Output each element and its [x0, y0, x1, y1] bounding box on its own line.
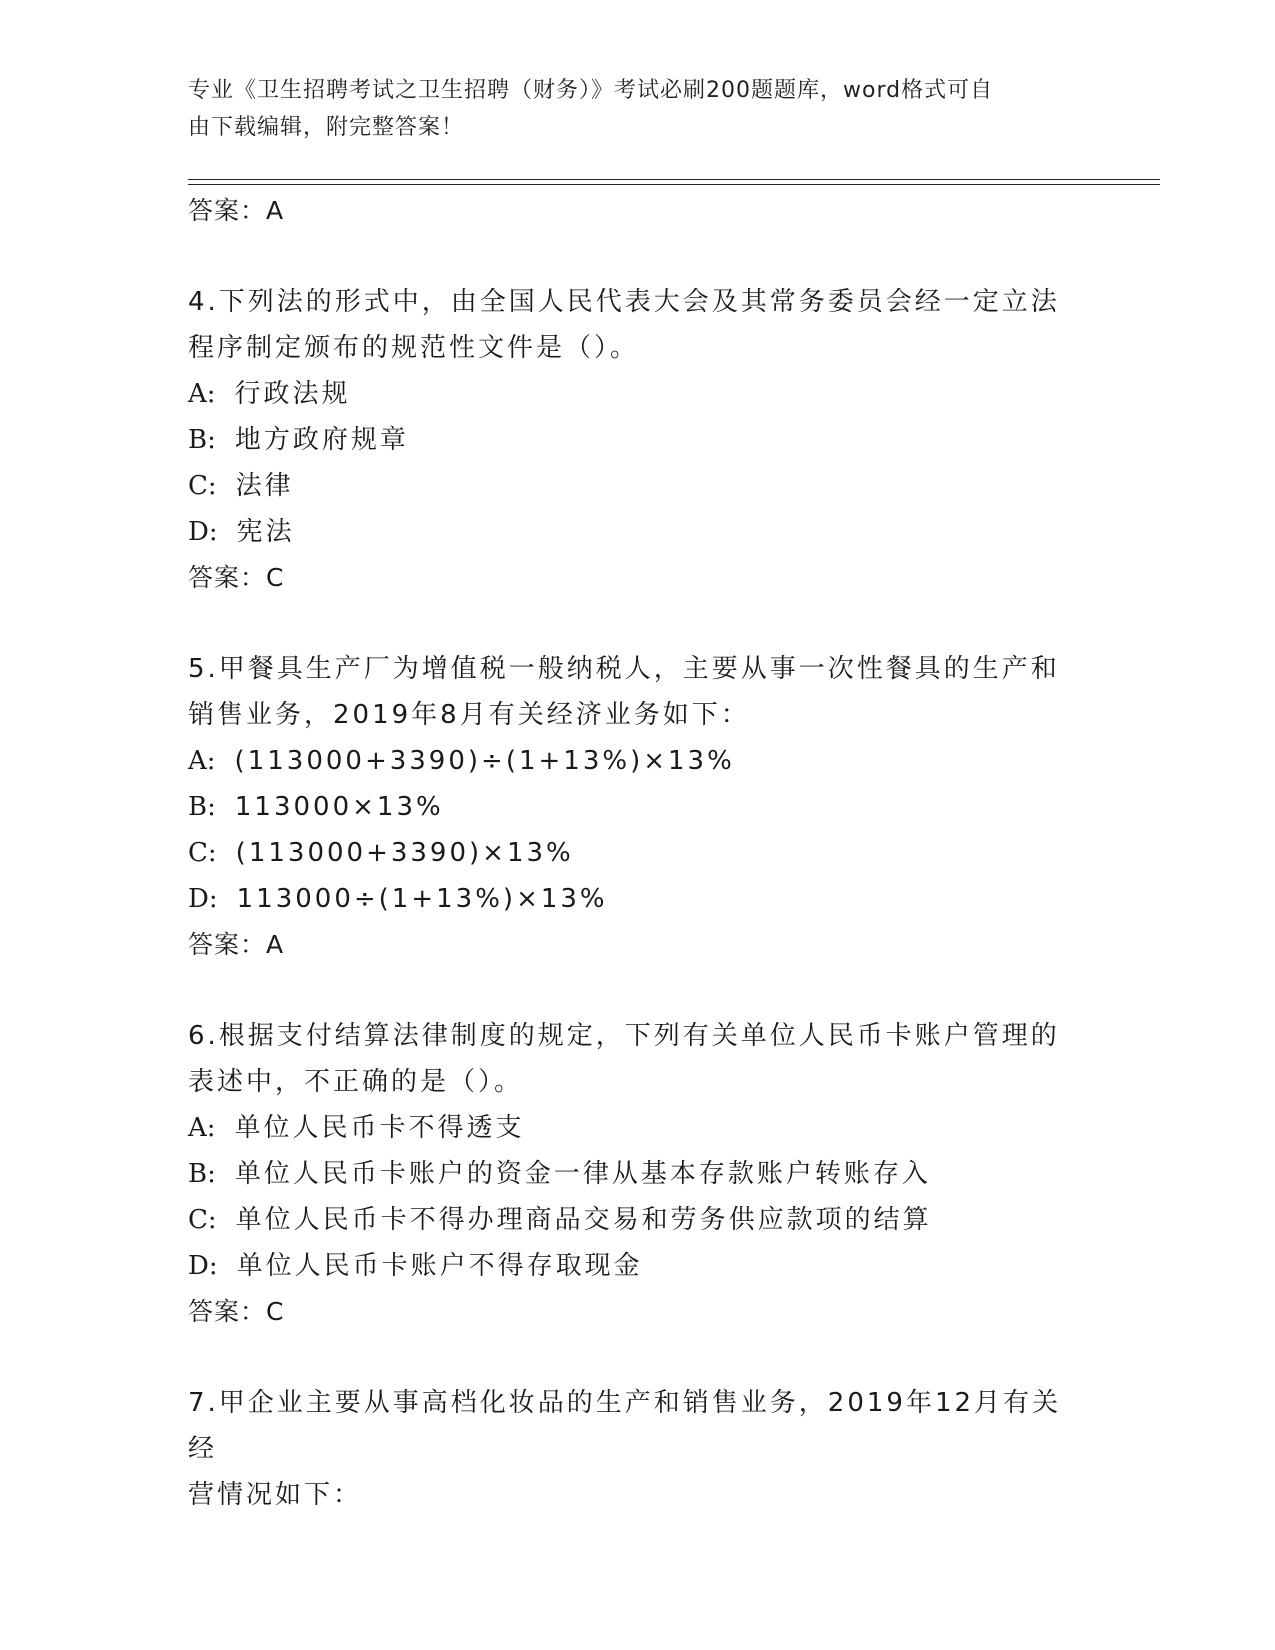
option-text: (113000+3390)÷(1+13%)×13%	[234, 746, 735, 776]
option-separator: :	[208, 884, 221, 914]
stem-line-1: 5.甲餐具生产厂为增值税一般纳税人，主要从事一次性餐具的生产和	[188, 654, 1060, 684]
option-separator: :	[206, 379, 219, 409]
question-stem	[188, 1013, 1088, 1105]
question-stem	[188, 279, 1088, 371]
option-separator: :	[208, 1251, 221, 1281]
option-b	[188, 784, 1088, 830]
question-list	[188, 188, 1088, 1518]
option-key: D	[188, 1251, 209, 1281]
stem-line-1: 7.甲企业主要从事高档化妆品的生产和销售业务，2019年12月有关经	[188, 1388, 1062, 1464]
option-b	[188, 1151, 1088, 1197]
option-key: B	[188, 1159, 208, 1189]
option-text: (113000+3390)×13%	[235, 838, 574, 868]
option-separator: :	[207, 1205, 220, 1235]
document-header	[188, 72, 1068, 146]
option-text: 单位人民币卡账户不得存取现金	[236, 1251, 643, 1281]
stem-line-1: 6.根据支付结算法律制度的规定，下列有关单位人民币卡账户管理的	[188, 1021, 1060, 1051]
option-key: D	[188, 884, 209, 914]
header-divider-bottom	[188, 184, 1160, 185]
option-key: B	[188, 425, 208, 455]
stem-line-2: 程序制定颁布的规范性文件是（）。	[188, 333, 640, 363]
option-key: C	[188, 1205, 208, 1235]
option-key: B	[188, 792, 208, 822]
option-separator: :	[206, 746, 219, 776]
option-text: 113000÷(1+13%)×13%	[236, 884, 608, 914]
option-key: C	[188, 838, 208, 868]
answer-line: 答案：A	[188, 196, 285, 225]
header-divider-top	[188, 179, 1160, 180]
spacer	[188, 601, 1088, 646]
option-text: 单位人民币卡不得办理商品交易和劳务供应款项的结算	[235, 1205, 932, 1235]
option-separator: :	[207, 425, 219, 455]
option-a	[188, 371, 1088, 417]
option-key: C	[188, 471, 208, 501]
option-separator: :	[207, 792, 219, 822]
stem-line-1: 4.下列法的形式中，由全国人民代表大会及其常务委员会经一定立法	[188, 287, 1060, 317]
option-separator: :	[208, 517, 221, 547]
answer-line: 答案：A	[188, 930, 285, 959]
question-stem	[188, 646, 1088, 738]
answer-line: 答案：C	[188, 563, 285, 592]
option-text: 行政法规	[234, 379, 351, 409]
stem-line-2: 营情况如下：	[188, 1480, 363, 1510]
option-b	[188, 417, 1088, 463]
stem-line-2: 表述中，不正确的是（）。	[188, 1067, 524, 1097]
option-c	[188, 830, 1088, 876]
spacer	[188, 968, 1088, 1013]
option-text: 宪法	[236, 517, 295, 547]
stem-line-2: 销售业务，2019年8月有关经济业务如下：	[188, 700, 750, 730]
question-4	[188, 279, 1088, 601]
option-text: 地方政府规章	[234, 425, 409, 455]
option-text: 单位人民币卡账户的资金一律从基本存款账户转账存入	[234, 1159, 931, 1189]
answer-line: 答案：C	[188, 1297, 285, 1326]
header-line-1: 专业《卫生招聘考试之卫生招聘（财务）》考试必刷200题题库，word格式可自	[188, 78, 994, 103]
option-text: 法律	[235, 471, 294, 501]
question-5	[188, 646, 1088, 968]
option-a	[188, 1105, 1088, 1151]
option-c	[188, 1197, 1088, 1243]
option-separator: :	[207, 1159, 219, 1189]
option-text: 113000×13%	[234, 792, 444, 822]
option-key: A	[188, 1113, 207, 1143]
option-c	[188, 463, 1088, 509]
spacer	[188, 234, 1088, 279]
option-separator: :	[207, 471, 220, 501]
option-key: A	[188, 379, 207, 409]
option-separator: :	[207, 838, 220, 868]
question-stem	[188, 1380, 1088, 1518]
option-d	[188, 509, 1088, 555]
option-text: 单位人民币卡不得透支	[234, 1113, 525, 1143]
option-d	[188, 1243, 1088, 1289]
option-separator: :	[206, 1113, 219, 1143]
option-a	[188, 738, 1088, 784]
spacer	[188, 1335, 1088, 1380]
header-line-2: 由下载编辑，附完整答案！	[188, 115, 465, 140]
option-key: D	[188, 517, 209, 547]
option-key: A	[188, 746, 207, 776]
option-d	[188, 876, 1088, 922]
question-6	[188, 1013, 1088, 1335]
question-7	[188, 1380, 1088, 1518]
